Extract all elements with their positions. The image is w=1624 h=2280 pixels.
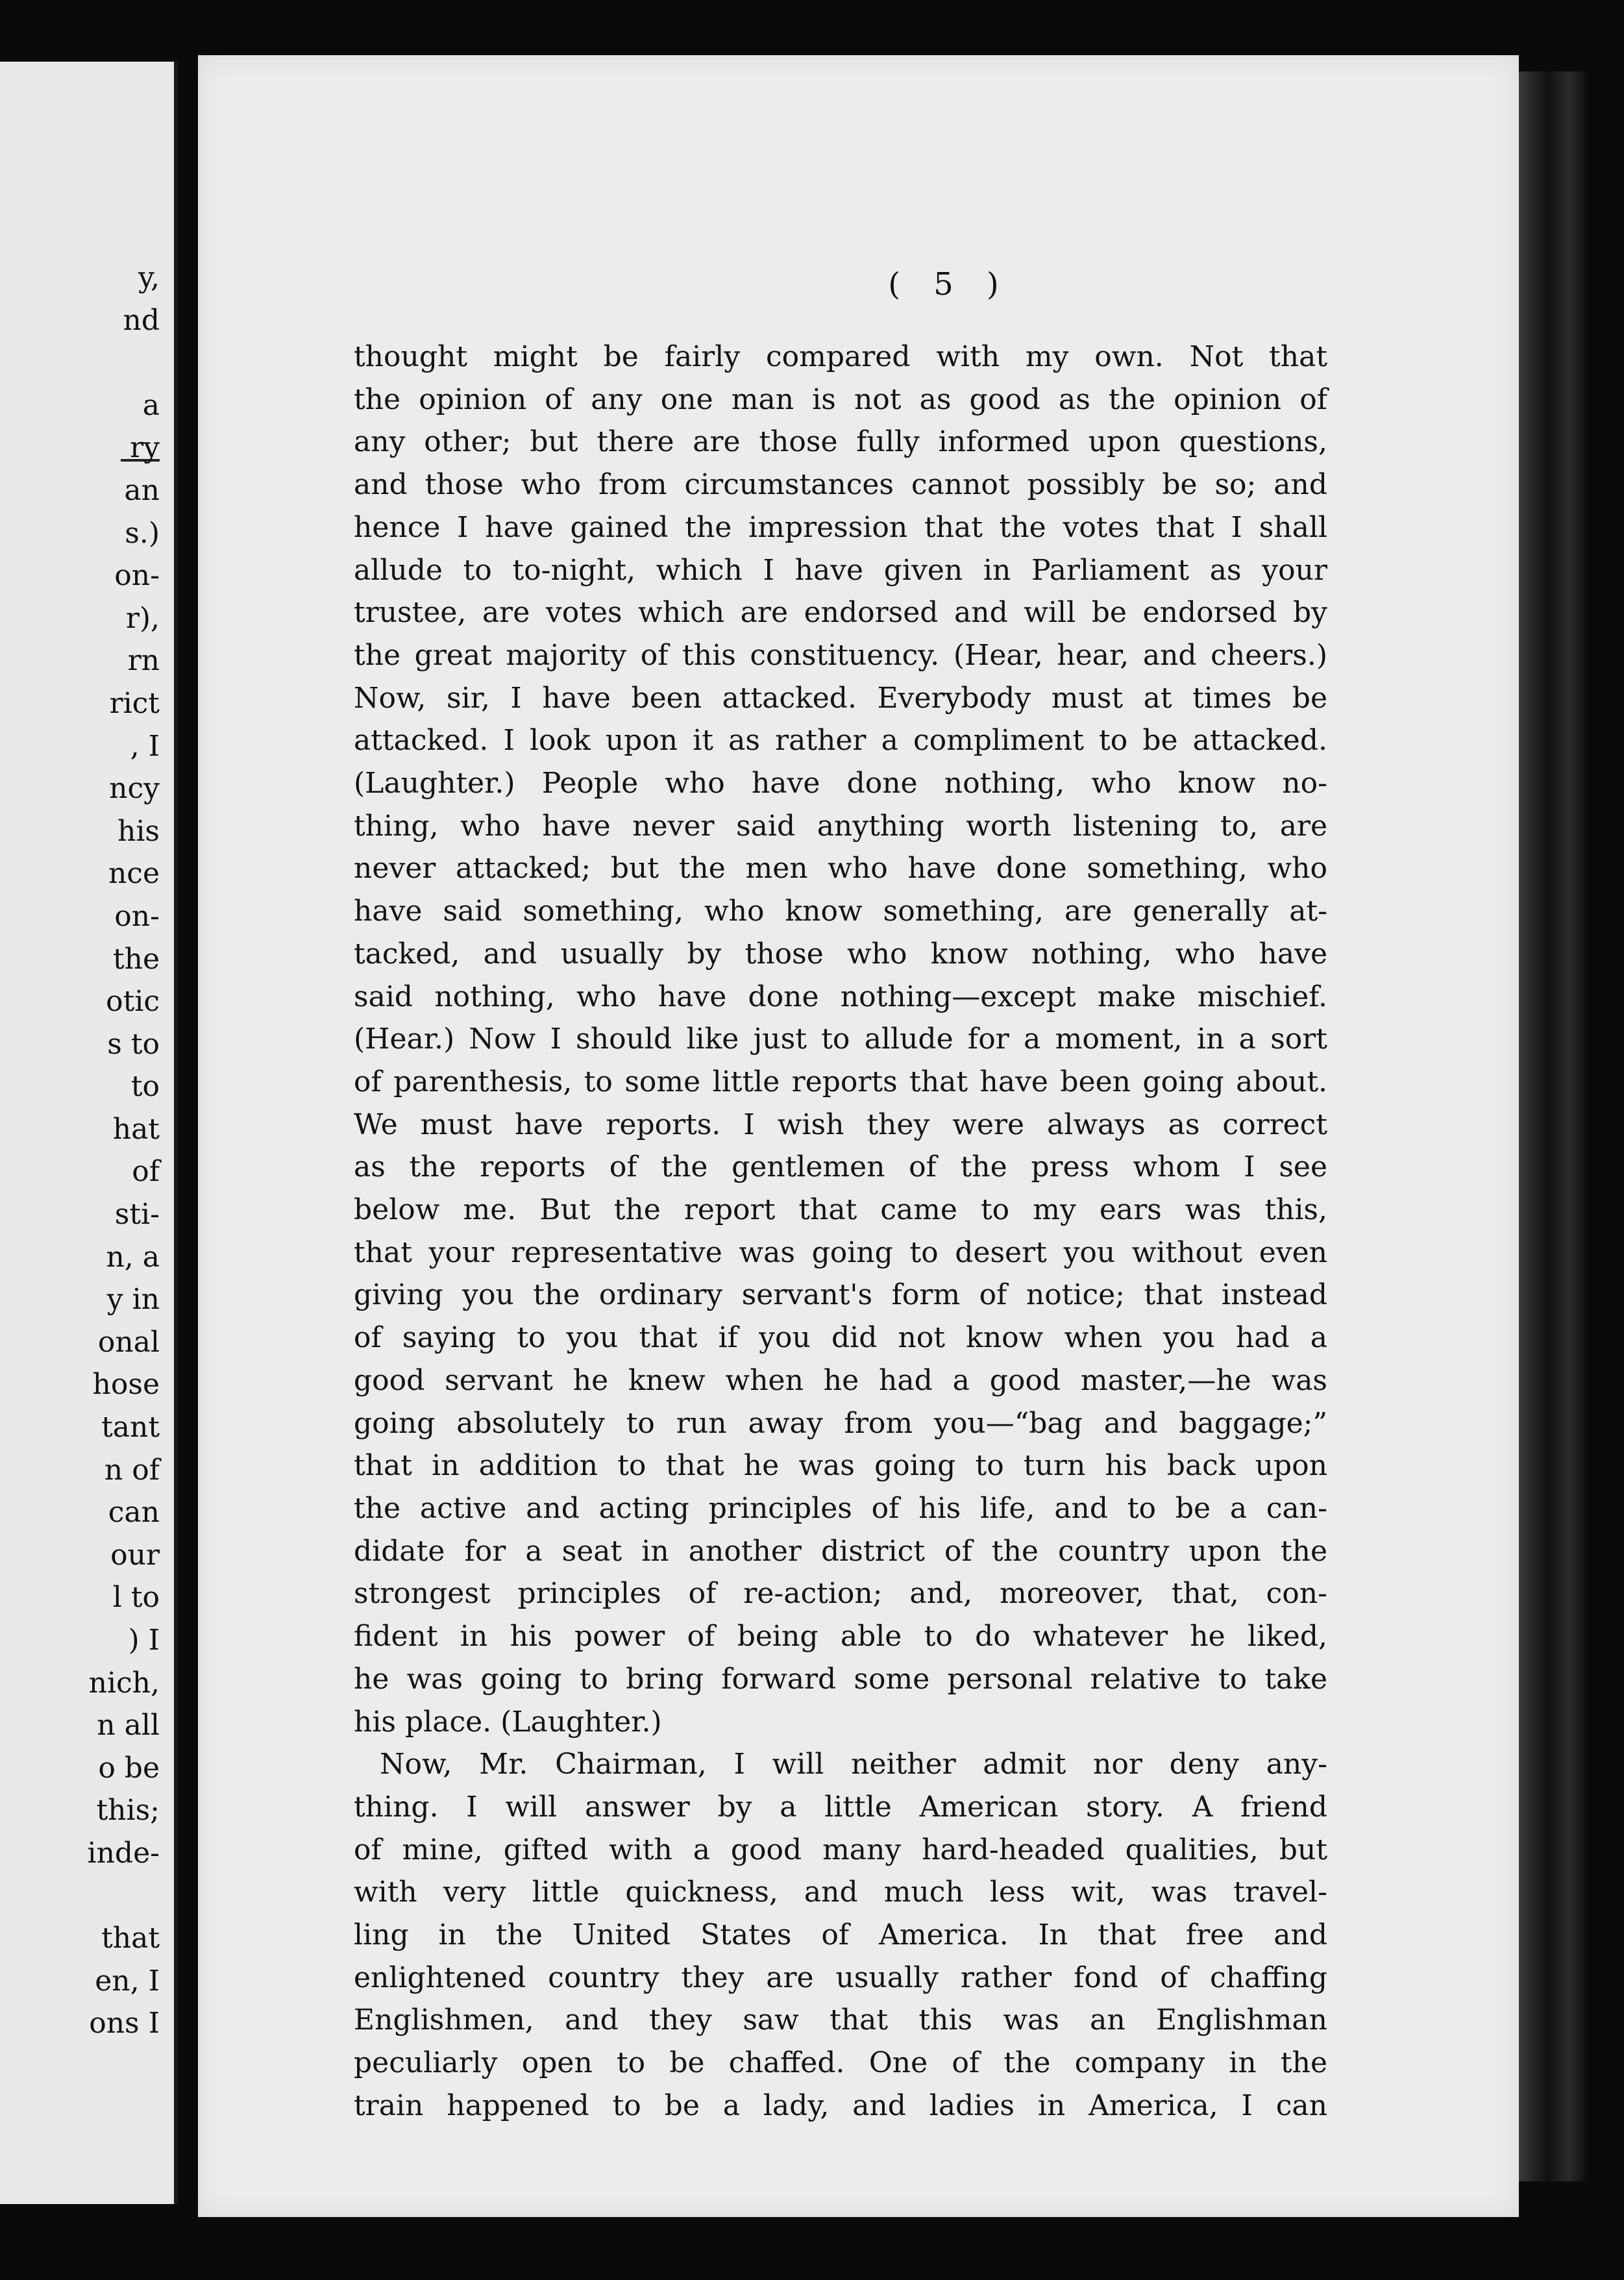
text-line: the opinion of any one man is not as good as the opinion of	[354, 382, 1327, 416]
facing-page-left	[0, 62, 178, 2204]
text-line: thing, who have never said anything worth listening to, are	[354, 809, 1327, 843]
facing-page-fragment: l to	[112, 1581, 160, 1615]
facing-page-fragment: of	[132, 1155, 160, 1189]
facing-page-fragment: en, I	[95, 1964, 160, 1998]
facing-page-fragment: the	[112, 942, 160, 976]
text-line: (Laughter.) People who have done nothing, who know no-	[354, 767, 1327, 800]
text-line: of parenthesis, to some little reports that have been going about.	[354, 1065, 1327, 1098]
facing-page-fragment: y in	[106, 1283, 160, 1317]
text-line: Englishmen, and they saw that this was an Englishman	[354, 2003, 1327, 2037]
text-line: with very little quickness, and much less wit, was travel-	[354, 1876, 1327, 1909]
facing-page-fragment: rict	[109, 686, 160, 720]
facing-page-fragment: sti-	[114, 1198, 160, 1232]
facing-page-fragment: , I	[130, 729, 160, 763]
facing-page-fragment: inde-	[87, 1836, 160, 1870]
text-line: thought might be fairly compared with my own. Not that	[354, 340, 1327, 373]
text-line: ling in the United States of America. In that free and	[354, 1918, 1327, 1952]
facing-page-fragment: r),	[125, 601, 160, 635]
facing-page-fragment: y,	[138, 261, 160, 294]
facing-page-fragment: n all	[97, 1709, 160, 1742]
page-number: ( 5 )	[888, 266, 1011, 303]
facing-page-fragment: that	[101, 1922, 160, 1955]
text-line: his place. (Laughter.)	[354, 1705, 662, 1739]
text-line: he was going to bring forward some personal relative to take	[354, 1662, 1327, 1696]
text-line: have said something, who know something, are generally at-	[354, 895, 1327, 928]
text-line: said nothing, who have done nothing—except make mischief.	[354, 980, 1327, 1013]
facing-page-fragment: otic	[106, 985, 160, 1019]
facing-page-fragment: o be	[98, 1751, 160, 1785]
text-line: as the reports of the gentlemen of the press whom I see	[354, 1150, 1327, 1184]
text-line: below me. But the report that came to my ears was this,	[354, 1193, 1327, 1227]
text-line: train happened to be a lady, and ladies in America, I can	[354, 2088, 1327, 2122]
facing-page-fragment	[88, 341, 160, 384]
facing-page-fragment: ncy	[109, 772, 160, 806]
body-text	[354, 336, 1327, 2127]
text-line: of saying to you that if you did not know when you had a	[354, 1321, 1327, 1355]
facing-page-fragment: a	[142, 388, 160, 422]
facing-page-fragment: rn	[127, 644, 160, 678]
text-line: We must have reports. I wish they were always as correct	[354, 1108, 1327, 1141]
facing-page-fragment: ons I	[89, 2007, 160, 2040]
book-page	[198, 55, 1519, 2217]
text-line: Now, sir, I have been attacked. Everybody must at times be	[354, 681, 1327, 715]
text-line: and those who from circumstances cannot possibly be so; and	[354, 468, 1327, 502]
text-line: that in addition to that he was going to turn his back upon	[354, 1449, 1327, 1483]
facing-page-fragment: on-	[114, 899, 160, 933]
facing-page-fragment: our	[110, 1538, 160, 1572]
text-line: didate for a seat in another district of the country upon the	[354, 1534, 1327, 1568]
facing-page-fragment: nce	[108, 857, 160, 891]
text-line: going absolutely to run away from you—“bag and baggage;”	[354, 1406, 1327, 1440]
facing-page-fragment: ) I	[128, 1624, 160, 1657]
text-line: (Hear.) Now I should like just to allude for a moment, in a sort	[354, 1022, 1327, 1056]
facing-page-fragment: nich,	[88, 1666, 160, 1700]
facing-page-fragment: tant	[101, 1411, 160, 1444]
text-line: strongest principles of re-action; and, moreover, that, con-	[354, 1577, 1327, 1611]
facing-page-fragment: n of	[104, 1453, 160, 1487]
facing-page-fragment: nd	[123, 303, 160, 337]
facing-page-fragment: hat	[112, 1112, 160, 1146]
text-line: trustee, are votes which are endorsed and will be endorsed by	[354, 596, 1327, 630]
text-line: good servant he knew when he had a good master,—he was	[354, 1363, 1327, 1397]
facing-page-fragment: onal	[97, 1325, 160, 1359]
facing-page-fragment: ry	[130, 431, 160, 465]
page-binding-edge	[1519, 71, 1590, 2181]
text-line: the great majority of this constituency. (Hear, hear, and cheers.)	[354, 638, 1327, 672]
text-line: giving you the ordinary servant's form of notice; that instead	[354, 1278, 1327, 1312]
text-line: tacked, and usually by those who know nothing, who have	[354, 937, 1327, 971]
text-line: allude to to-night, which I have given in Parliament as your	[354, 553, 1327, 587]
text-line: enlightened country they are usually rather fond of chaffing	[354, 1961, 1327, 1994]
text-line: attacked. I look upon it as rather a compliment to be attacked.	[354, 724, 1327, 758]
text-line: fident in his power of being able to do whatever he liked,	[354, 1620, 1327, 1654]
facing-page-fragment	[88, 1875, 160, 1918]
facing-page-fragment: s to	[107, 1027, 160, 1061]
facing-page-fragment: his	[117, 814, 160, 848]
text-line: Now, Mr. Chairman, I will neither admit nor deny any-	[380, 1748, 1327, 1781]
text-line: any other; but there are those fully informed upon questions,	[354, 425, 1327, 459]
facing-page-fragment: to	[130, 1070, 160, 1104]
facing-page-fragment: an	[124, 473, 160, 507]
facing-page-fragment: can	[108, 1496, 160, 1530]
text-line: the active and acting principles of his life, and to be a can-	[354, 1491, 1327, 1525]
facing-page-fragment: this;	[96, 1794, 160, 1828]
facing-page-fragment: s.)	[125, 516, 160, 550]
text-line: thing. I will answer by a little American story. A friend	[354, 1790, 1327, 1824]
text-line: peculiarly open to be chaffed. One of the company in the	[354, 2046, 1327, 2080]
text-line: that your representative was going to desert you without even	[354, 1235, 1327, 1269]
facing-page-fragment: on-	[114, 559, 160, 593]
text-line: hence I have gained the impression that the votes that I shall	[354, 510, 1327, 544]
text-line: never attacked; but the men who have done something, who	[354, 852, 1327, 886]
facing-page-fragment: n, a	[106, 1240, 160, 1274]
text-line: of mine, gifted with a good many hard-headed qualities, but	[354, 1833, 1327, 1866]
facing-page-fragment: hose	[92, 1368, 160, 1402]
facing-page-text-fragments	[88, 256, 160, 2045]
